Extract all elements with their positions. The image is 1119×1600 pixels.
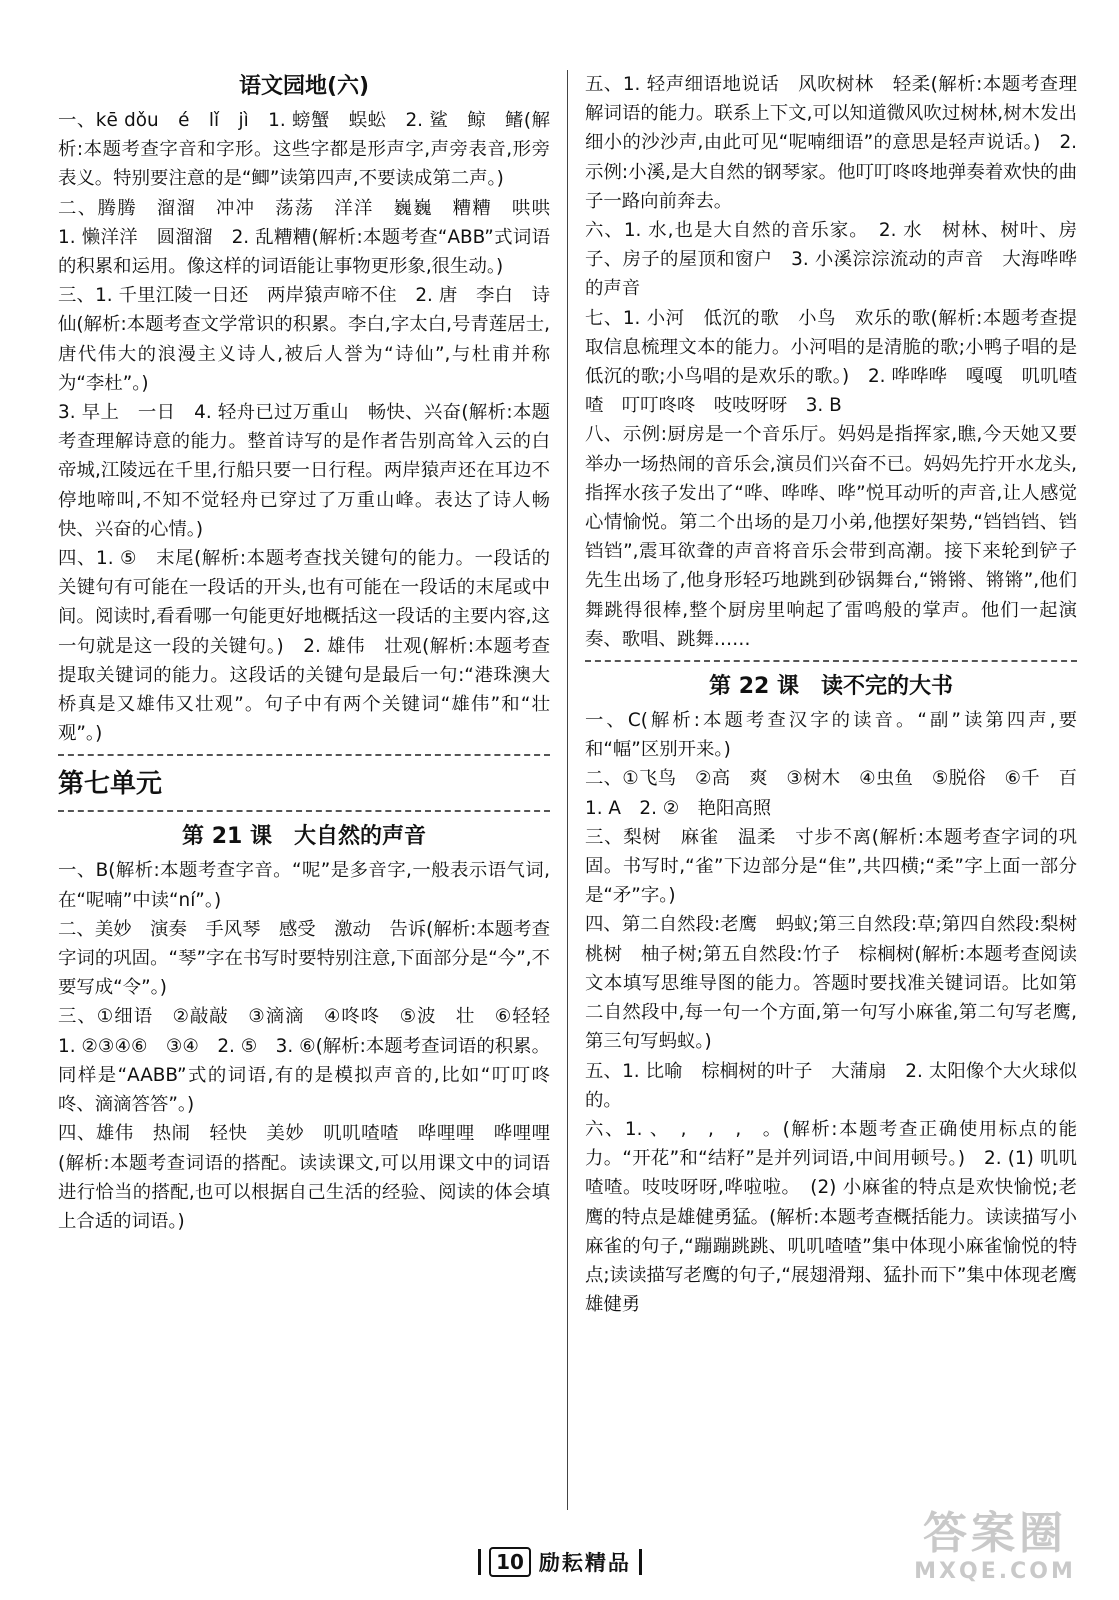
answer-paragraph: 二、腾腾 溜溜 冲冲 荡荡 洋洋 巍巍 糟糟 哄哄 1. 懒洋洋 圆溜溜 2. 乱糟糟(解析:本题考查“ABB”式词语的积累和运用。像这样的词语能让事物更形象,很生动。)	[58, 197, 569, 278]
watermark-text: 答案圈	[923, 1508, 1067, 1559]
watermark-url: MXQE.COM	[914, 1559, 1076, 1584]
answer-paragraph: 四、第二自然段:老鹰 蚂蚁;第三自然段:草;第四自然段:梨树 桃树 柚子树;第五自然段:竹子 棕榈树(解析:本题考查阅读文本填写思维导图的能力。答题时要找准关键词语。比如第二自然段中,每一句一个方面,第一句写小麻雀,第二句写老鹰,第三句写蚂蚁。)	[585, 914, 1096, 1053]
answer-paragraph: 八、示例:厨房是一个音乐厅。妈妈是指挥家,瞧,今天她又要举办一场热闹的音乐会,演员们兴奋不已。妈妈先拧开水龙头,指挥水孩子发出了“哗、哗哗、哗”悦耳动听的声音,让人感觉心情愉悦。第二个出场的是刀小弟,他摆好架势,“铛铛铛、铛铛铛”,震耳欲聋的声音将音乐会带到高潮。接下来轮到铲子先生出场了,他身形轻巧地跳到砂锅舞台,“锵锵、锵锵”,他们舞跳得很棒,整个厨房里响起了雷鸣般的掌声。他们一起演奏、歌唱、跳舞……	[585, 424, 1077, 650]
page-footer	[462, 1545, 658, 1579]
right-column	[585, 70, 1096, 1319]
answer-paragraph: 一、B(解析:本题考查字音。“呢”是多音字,一般表示语气词,在“呢喃”中读“ní”。)	[58, 860, 550, 911]
answer-paragraph: 四、1. ⑤ 末尾(解析:本题考查找关键句的能力。一段话的关键句有可能在一段话的开头,也有可能在一段话的末尾或中间。阅读时,看看哪一句能更好地概括这一段话的主要内容,这一句就是这一段的关键句。) 2. 雄伟 壮观(解析:本题考查提取关键词的能力。这段话的关键句是最后一句:“港珠澳大桥真是又雄伟又壮观”。句子中有两个关键词“雄伟”和“壮观”。)	[58, 548, 550, 745]
dashed-divider	[585, 660, 1077, 662]
brand-label: 励耘精品	[538, 1551, 631, 1575]
answer-paragraph: 二、美妙 演奏 手风琴 感受 激动 告诉(解析:本题考查字词的巩固。“琴”字在书写时要特别注意,下面部分是“今”,不要写成“令”。)	[58, 918, 550, 999]
column-divider	[567, 70, 568, 1510]
answer-paragraph: 五、1. 比喻 棕榈树的叶子 大蒲扇 2. 太阳像个大火球似的。	[585, 1060, 1077, 1111]
footer-bar-right	[639, 1549, 642, 1575]
answer-paragraph: 四、雄伟 热闹 轻快 美妙 叽叽喳喳 哗哩哩 哗哩哩(解析:本题考查词语的搭配。读读课文,可以用课文中的词语进行恰当的搭配,也可以根据自己生活的经验、阅读的体会填上合适的词语。)	[58, 1123, 550, 1232]
section-title: 语文园地(六)	[238, 74, 370, 99]
dashed-divider	[58, 754, 550, 756]
answer-paragraph: 三、1. 千里江陵一日还 两岸猿声啼不住 2. 唐 李白 诗仙(解析:本题考查文学常识的积累。李白,字太白,号青莲居士,唐代伟大的浪漫主义诗人,被后人誉为“诗仙”,与杜甫并称为“李杜”。)	[58, 285, 550, 394]
answer-paragraph: 六、1. 、 , , , 。(解析:本题考查正确使用标点的能力。“开花”和“结籽”是并列词语,中间用顿号。) 2. (1) 叽叽喳喳。吱吱呀呀,哗啦啦。 (2) 小麻雀的特点是欢快愉悦;老鹰的特点是雄健勇猛。(解析:本题考查概括能力。读读描写小麻雀的句子,“蹦蹦跳跳、叽叽喳喳”集中体现小麻雀愉悦的特点;读读描写老鹰的句子,“展翅滑翔、猛扑而下”集中体现老鹰雄健勇	[585, 1118, 1077, 1316]
answer-paragraph: 3. 早上 一日 4. 轻舟已过万重山 畅快、兴奋(解析:本题考查理解诗意的能力。整首诗写的是作者告别高耸入云的白帝城,江陵远在千里,行船只要一日行程。两岸猿声还在耳边不停地啼叫,不知不觉轻舟已穿过了万重山峰。表达了诗人畅快、兴奋的心情。)	[58, 402, 550, 540]
unit-title: 第七单元	[58, 769, 163, 800]
footer-bar-left	[478, 1549, 481, 1575]
answer-paragraph: 二、①飞鸟 ②高 爽 ③树木 ④虫鱼 ⑤脱俗 ⑥千 百 1. A 2. ② 艳阳高照	[585, 768, 1096, 819]
answer-paragraph: 六、1. 水,也是大自然的音乐家。 2. 水 树林、树叶、房子、房子的屋顶和窗户 3. 小溪淙淙流动的声音 大海哗哗的声音	[585, 220, 1077, 300]
answer-paragraph: 三、①细语 ②敲敲 ③滴滴 ④咚咚 ⑤波 壮 ⑥轻轻 1. ②③④⑥ ③④ 2. ⑤ 3. ⑥(解析:本题考查词语的积累。同样是“AABB”式的词语,有的是模拟声音的,比如“叮叮咚咚、滴滴答答”。)	[58, 1006, 569, 1116]
lesson-title: 第 22 课 读不完的大书	[709, 674, 953, 700]
answer-paragraph: 一、C(解析:本题考查汉字的读音。“副”读第四声,要和“幅”区别开来。)	[585, 710, 1077, 761]
left-column	[58, 70, 569, 1236]
answer-paragraph: 一、kē dǒu é lǐ jì 1. 螃蟹 蜈蚣 2. 鲨 鲸 鳍(解析:本题考查字音和字形。这些字都是形声字,声旁表音,形旁表义。特别要注意的是“鲫”读第四声,不要读成第二声。)	[58, 110, 550, 190]
answer-paragraph: 三、梨树 麻雀 温柔 寸步不离(解析:本题考查字词的巩固。书写时,“雀”下边部分是“隹”,共四横;“柔”字上面一部分是“矛”字。)	[585, 826, 1077, 907]
dashed-divider	[58, 810, 550, 812]
answer-paragraph: 七、1. 小河 低沉的歌 小鸟 欢乐的歌(解析:本题考查提取信息梳理文本的能力。小河唱的是清脆的歌;小鸭子唱的是低沉的歌;小鸟唱的是欢乐的歌。) 2. 哗哗哗 嘎嘎 叽叽喳喳 叮叮咚咚 吱吱呀呀 3. B	[585, 307, 1077, 417]
lesson-title: 第 21 课 大自然的声音	[182, 824, 426, 850]
page-number: 10	[489, 1547, 531, 1577]
watermark	[895, 1508, 1095, 1588]
answer-paragraph: 五、1. 轻声细语地说话 风吹树林 轻柔(解析:本题考查理解词语的能力。联系上下文,可以知道微风吹过树林,树木发出细小的沙沙声,由此可见“呢喃细语”的意思是轻声说话。) 2. 示例:小溪,是大自然的钢琴家。他叮叮咚咚地弹奏着欢快的曲子一路向前奔去。	[585, 74, 1077, 212]
